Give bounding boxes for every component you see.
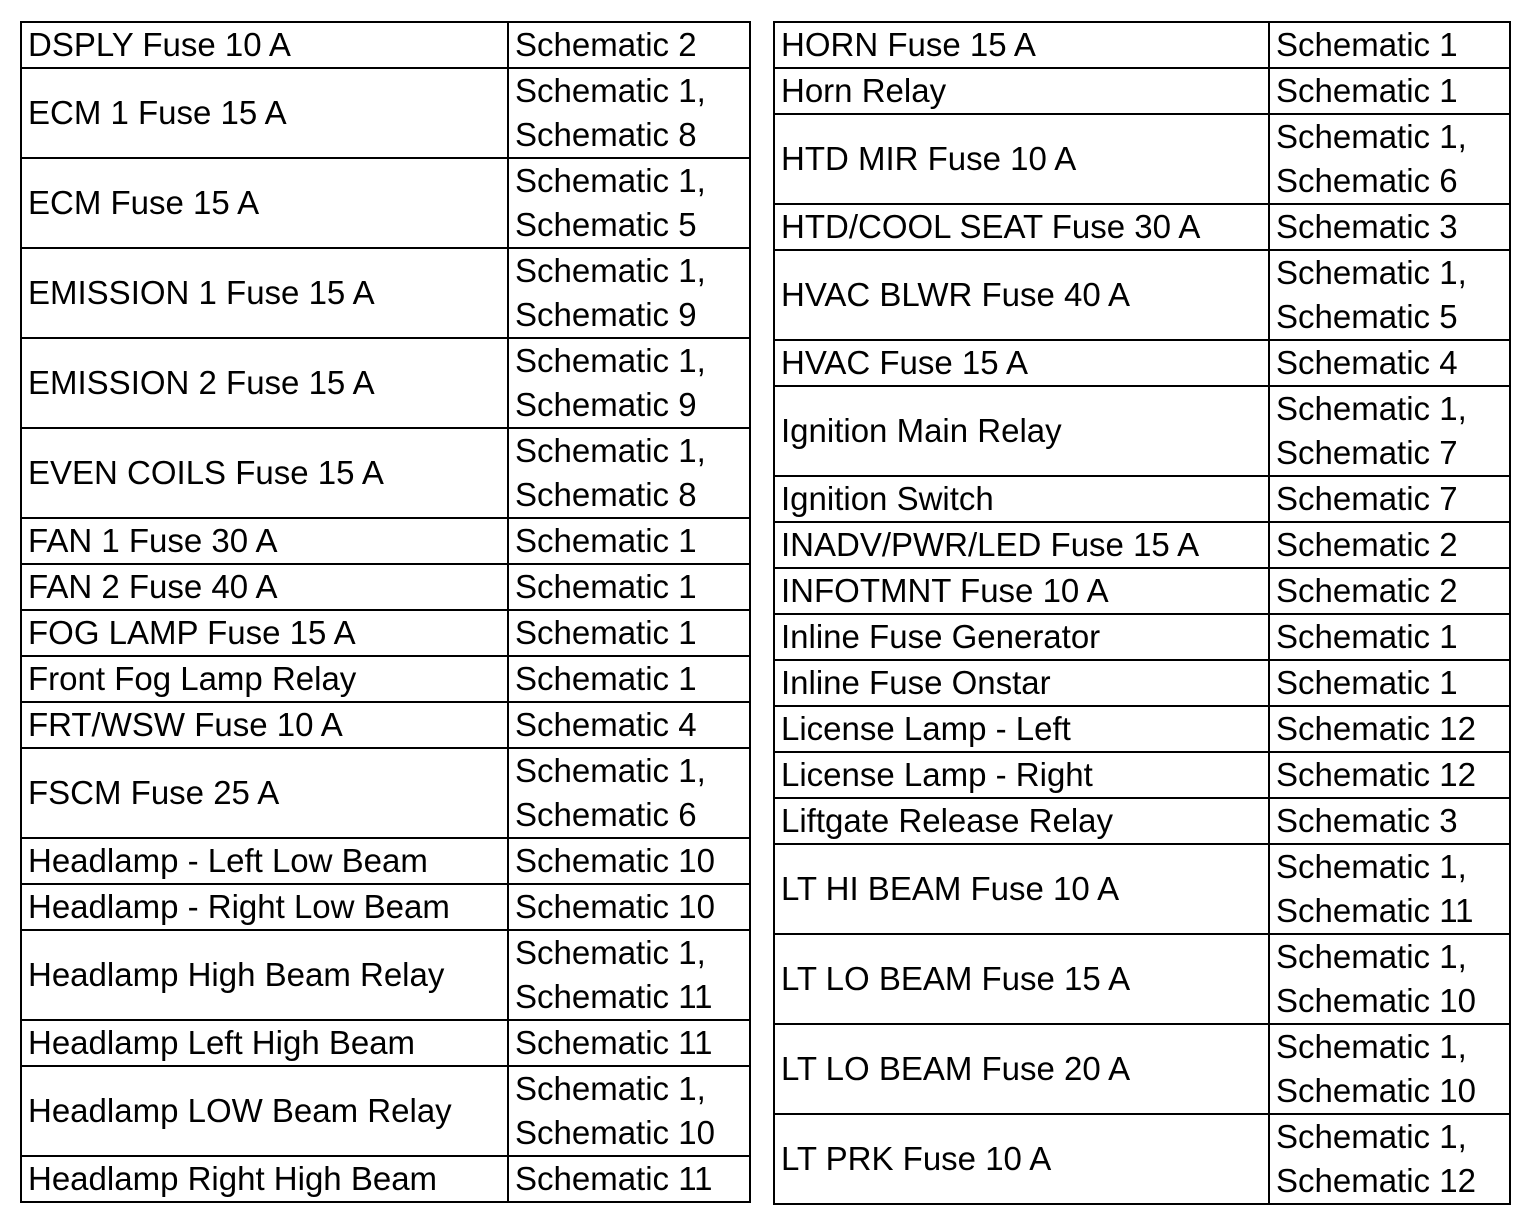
schematic-ref-line: Schematic 11 <box>515 978 713 1015</box>
table-row <box>774 476 1510 522</box>
schematic-ref-cell <box>508 158 750 248</box>
component-name-cell: EMISSION 1 Fuse 15 A <box>21 248 508 338</box>
table-row <box>21 702 750 748</box>
component-name-cell: HTD/COOL SEAT Fuse 30 A <box>774 204 1269 250</box>
schematic-ref-line: Schematic 2 <box>515 26 697 63</box>
fuse-table-right <box>773 21 1511 1205</box>
schematic-ref-line: Schematic 5 <box>1276 298 1458 335</box>
table-row <box>21 1156 750 1202</box>
table-row <box>774 568 1510 614</box>
schematic-ref-cell <box>1269 250 1510 340</box>
table-row <box>774 340 1510 386</box>
table-row <box>21 748 750 838</box>
component-name-cell: DSPLY Fuse 10 A <box>21 22 508 68</box>
schematic-ref-cell <box>508 1066 750 1156</box>
schematic-ref-line: Schematic 1, <box>515 1070 706 1107</box>
schematic-ref-line: Schematic 6 <box>1276 162 1458 199</box>
component-name-cell: LT PRK Fuse 10 A <box>774 1114 1269 1204</box>
schematic-ref-line: Schematic 7 <box>1276 480 1458 517</box>
schematic-ref-line: Schematic 10 <box>515 1114 715 1151</box>
component-name-cell: Inline Fuse Onstar <box>774 660 1269 706</box>
schematic-ref-line: Schematic 9 <box>515 386 697 423</box>
schematic-ref-line: Schematic 8 <box>515 476 697 513</box>
schematic-ref-cell <box>1269 68 1510 114</box>
schematic-ref-cell <box>1269 614 1510 660</box>
component-name-cell: FSCM Fuse 25 A <box>21 748 508 838</box>
component-name-cell: FAN 2 Fuse 40 A <box>21 564 508 610</box>
schematic-ref-cell <box>1269 386 1510 476</box>
table-row <box>21 610 750 656</box>
table-row <box>774 798 1510 844</box>
schematic-ref-line: Schematic 1 <box>515 660 697 697</box>
fuse-table-left <box>20 21 751 1203</box>
schematic-ref-line: Schematic 3 <box>1276 802 1458 839</box>
table-row <box>774 614 1510 660</box>
schematic-ref-cell <box>1269 1114 1510 1204</box>
schematic-ref-cell <box>508 748 750 838</box>
component-name-cell: HORN Fuse 15 A <box>774 22 1269 68</box>
schematic-ref-line: Schematic 1 <box>515 614 697 651</box>
table-row <box>21 338 750 428</box>
component-name-cell: LT HI BEAM Fuse 10 A <box>774 844 1269 934</box>
schematic-ref-line: Schematic 1 <box>1276 618 1458 655</box>
table-row <box>774 522 1510 568</box>
schematic-ref-cell <box>508 702 750 748</box>
schematic-ref-cell <box>508 518 750 564</box>
schematic-ref-line: Schematic 11 <box>515 1024 713 1061</box>
component-name-cell: Liftgate Release Relay <box>774 798 1269 844</box>
component-name-cell: Headlamp Right High Beam <box>21 1156 508 1202</box>
component-name-cell: License Lamp - Right <box>774 752 1269 798</box>
schematic-ref-cell <box>508 1020 750 1066</box>
schematic-ref-line: Schematic 2 <box>1276 572 1458 609</box>
schematic-ref-cell <box>508 248 750 338</box>
schematic-ref-line: Schematic 10 <box>515 842 715 879</box>
component-name-cell: EVEN COILS Fuse 15 A <box>21 428 508 518</box>
table-row <box>774 706 1510 752</box>
schematic-ref-line: Schematic 1, <box>515 752 706 789</box>
table-row <box>21 428 750 518</box>
schematic-ref-cell <box>1269 114 1510 204</box>
schematic-ref-cell <box>508 68 750 158</box>
schematic-ref-cell <box>1269 934 1510 1024</box>
schematic-ref-line: Schematic 1, <box>1276 1118 1467 1155</box>
schematic-ref-line: Schematic 1, <box>515 162 706 199</box>
table-row <box>21 68 750 158</box>
component-name-cell: LT LO BEAM Fuse 20 A <box>774 1024 1269 1114</box>
component-name-cell: INFOTMNT Fuse 10 A <box>774 568 1269 614</box>
table-row <box>21 518 750 564</box>
schematic-ref-line: Schematic 5 <box>515 206 697 243</box>
schematic-ref-line: Schematic 9 <box>515 296 697 333</box>
component-name-cell: HTD MIR Fuse 10 A <box>774 114 1269 204</box>
schematic-ref-cell <box>508 428 750 518</box>
table-row <box>774 1024 1510 1114</box>
table-row <box>774 204 1510 250</box>
schematic-ref-line: Schematic 1, <box>515 432 706 469</box>
fuse-table-left-body <box>21 22 750 1202</box>
component-name-cell: INADV/PWR/LED Fuse 15 A <box>774 522 1269 568</box>
component-name-cell: EMISSION 2 Fuse 15 A <box>21 338 508 428</box>
table-row <box>21 564 750 610</box>
schematic-ref-line: Schematic 1, <box>1276 1028 1467 1065</box>
schematic-ref-line: Schematic 1, <box>515 72 706 109</box>
table-row <box>21 22 750 68</box>
component-name-cell: Headlamp - Left Low Beam <box>21 838 508 884</box>
fuse-table-right-body <box>774 22 1510 1204</box>
schematic-ref-line: Schematic 4 <box>1276 344 1458 381</box>
schematic-ref-cell <box>1269 522 1510 568</box>
schematic-ref-line: Schematic 7 <box>1276 434 1458 471</box>
schematic-ref-line: Schematic 4 <box>515 706 697 743</box>
schematic-ref-line: Schematic 11 <box>1276 892 1474 929</box>
schematic-ref-line: Schematic 12 <box>1276 756 1476 793</box>
schematic-ref-cell <box>1269 204 1510 250</box>
component-name-cell: Headlamp - Right Low Beam <box>21 884 508 930</box>
schematic-ref-cell <box>1269 660 1510 706</box>
table-row <box>774 250 1510 340</box>
table-row <box>21 838 750 884</box>
schematic-ref-line: Schematic 10 <box>1276 982 1476 1019</box>
schematic-ref-cell <box>1269 752 1510 798</box>
component-name-cell: FOG LAMP Fuse 15 A <box>21 610 508 656</box>
schematic-ref-cell <box>1269 568 1510 614</box>
component-name-cell: Ignition Switch <box>774 476 1269 522</box>
table-row <box>774 386 1510 476</box>
schematic-ref-line: Schematic 1, <box>1276 938 1467 975</box>
schematic-ref-cell <box>1269 22 1510 68</box>
table-row <box>774 752 1510 798</box>
schematic-ref-cell <box>508 884 750 930</box>
schematic-ref-line: Schematic 2 <box>1276 526 1458 563</box>
component-name-cell: FAN 1 Fuse 30 A <box>21 518 508 564</box>
component-name-cell: Headlamp Left High Beam <box>21 1020 508 1066</box>
table-row <box>21 884 750 930</box>
schematic-ref-line: Schematic 1 <box>1276 26 1458 63</box>
component-name-cell: Headlamp LOW Beam Relay <box>21 1066 508 1156</box>
table-row <box>774 68 1510 114</box>
schematic-ref-line: Schematic 1, <box>1276 254 1467 291</box>
component-name-cell: ECM Fuse 15 A <box>21 158 508 248</box>
schematic-ref-cell <box>508 1156 750 1202</box>
schematic-ref-cell <box>508 656 750 702</box>
component-name-cell: ECM 1 Fuse 15 A <box>21 68 508 158</box>
schematic-ref-cell <box>508 564 750 610</box>
component-name-cell: HVAC BLWR Fuse 40 A <box>774 250 1269 340</box>
schematic-ref-line: Schematic 10 <box>515 888 715 925</box>
schematic-ref-cell <box>1269 1024 1510 1114</box>
schematic-ref-cell <box>1269 798 1510 844</box>
schematic-ref-line: Schematic 1 <box>515 568 697 605</box>
table-row <box>21 158 750 248</box>
schematic-ref-line: Schematic 10 <box>1276 1072 1476 1109</box>
schematic-ref-line: Schematic 1 <box>1276 72 1458 109</box>
component-name-cell: Front Fog Lamp Relay <box>21 656 508 702</box>
component-name-cell: HVAC Fuse 15 A <box>774 340 1269 386</box>
schematic-ref-line: Schematic 1 <box>1276 664 1458 701</box>
schematic-ref-line: Schematic 1, <box>1276 118 1467 155</box>
schematic-ref-line: Schematic 1, <box>515 342 706 379</box>
component-name-cell: Horn Relay <box>774 68 1269 114</box>
schematic-ref-line: Schematic 6 <box>515 796 697 833</box>
table-row <box>21 930 750 1020</box>
schematic-ref-line: Schematic 11 <box>515 1160 713 1197</box>
component-name-cell: Inline Fuse Generator <box>774 614 1269 660</box>
schematic-ref-line: Schematic 1 <box>515 522 697 559</box>
schematic-ref-cell <box>1269 844 1510 934</box>
table-row <box>774 22 1510 68</box>
table-row <box>21 1066 750 1156</box>
component-name-cell: Headlamp High Beam Relay <box>21 930 508 1020</box>
component-name-cell: LT LO BEAM Fuse 15 A <box>774 934 1269 1024</box>
schematic-ref-cell <box>1269 706 1510 752</box>
component-name-cell: License Lamp - Left <box>774 706 1269 752</box>
table-row <box>774 934 1510 1024</box>
schematic-ref-line: Schematic 1, <box>515 252 706 289</box>
schematic-ref-cell <box>508 22 750 68</box>
schematic-ref-cell <box>1269 476 1510 522</box>
schematic-ref-line: Schematic 8 <box>515 116 697 153</box>
table-row <box>21 1020 750 1066</box>
table-row <box>21 248 750 338</box>
table-row <box>774 1114 1510 1204</box>
schematic-ref-cell <box>508 338 750 428</box>
table-row <box>774 114 1510 204</box>
schematic-ref-cell <box>508 930 750 1020</box>
schematic-ref-line: Schematic 12 <box>1276 710 1476 747</box>
schematic-ref-line: Schematic 3 <box>1276 208 1458 245</box>
table-row <box>774 660 1510 706</box>
schematic-ref-line: Schematic 1, <box>1276 848 1467 885</box>
schematic-ref-line: Schematic 12 <box>1276 1162 1476 1199</box>
table-row <box>21 656 750 702</box>
table-row <box>774 844 1510 934</box>
schematic-ref-line: Schematic 1, <box>1276 390 1467 427</box>
schematic-ref-line: Schematic 1, <box>515 934 706 971</box>
component-name-cell: Ignition Main Relay <box>774 386 1269 476</box>
component-name-cell: FRT/WSW Fuse 10 A <box>21 702 508 748</box>
schematic-ref-cell <box>1269 340 1510 386</box>
schematic-ref-cell <box>508 610 750 656</box>
schematic-ref-cell <box>508 838 750 884</box>
